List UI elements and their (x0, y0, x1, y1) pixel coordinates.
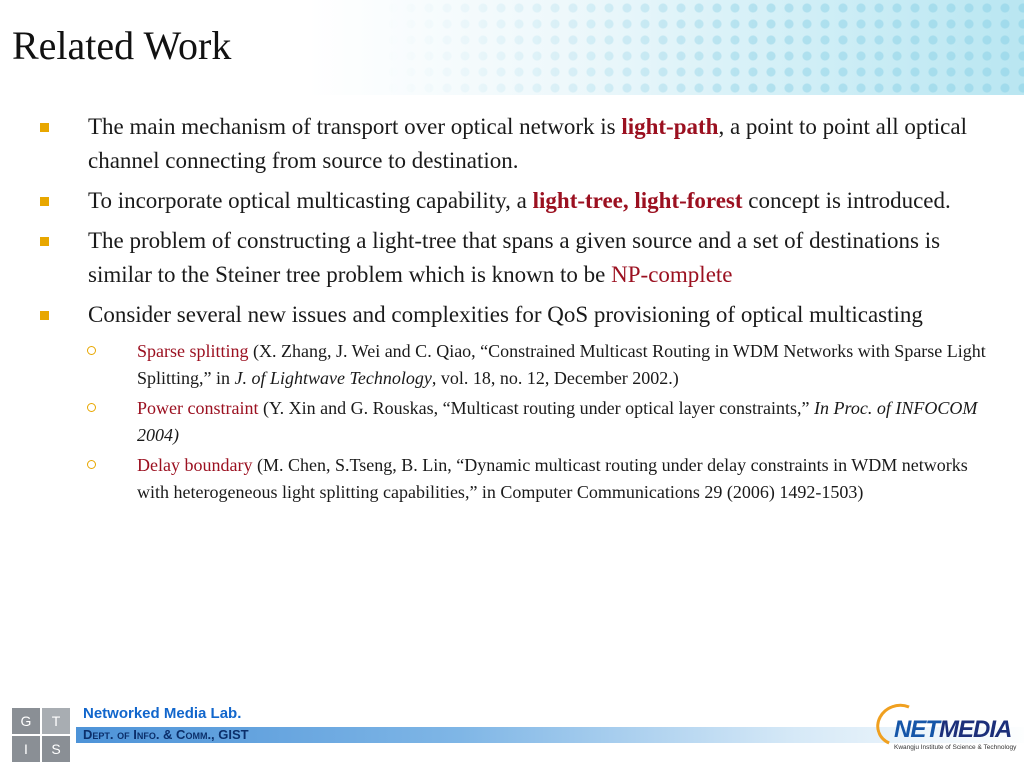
lab-name: Networked Media Lab. (83, 705, 242, 722)
netmedia-logo-text: NETMEDIA (894, 716, 1012, 743)
square-bullet-icon (40, 237, 49, 246)
bullet-item (0, 224, 1024, 292)
bullet-item (0, 184, 1024, 218)
square-bullet-icon (40, 197, 49, 206)
gist-logo-letter: T (42, 708, 70, 734)
ring-bullet-icon (87, 403, 96, 412)
square-bullet-icon (40, 123, 49, 132)
sub-bullet-text: Power constraint (Y. Xin and G. Rouskas, “Multicast routing under optical layer constraints,” In Proc. of INFOCOM 2004) (137, 398, 978, 445)
netmedia-logo-subtitle: Kwangju Institute of Science & Technology (894, 744, 1017, 751)
gist-logo-letter: I (12, 736, 40, 762)
sub-bullet-item (0, 395, 1024, 449)
gist-logo (12, 708, 72, 762)
gist-logo-letter: S (42, 736, 70, 762)
ring-bullet-icon (87, 460, 96, 469)
square-bullet-icon (40, 311, 49, 320)
slide-content (0, 110, 1024, 509)
slide-title: Related Work (12, 23, 232, 68)
bullet-text: The main mechanism of transport over optical network is light-path, a point to point all optical channel connecting from source to destination. (88, 114, 967, 173)
sub-bullet-text: Sparse splitting (X. Zhang, J. Wei and C. Qiao, “Constrained Multicast Routing in WDM Networks with Sparse Light Splitting,” in J. of Lightwave Technology, vol. 18, no. 12, December 2002.) (137, 341, 986, 388)
bullet-text: The problem of constructing a light-tree that spans a given source and a set of destinations is similar to the Steiner tree problem which is known to be NP-complete (88, 228, 941, 287)
dot-pattern-decoration (384, 0, 1024, 95)
netmedia-logo (876, 704, 1017, 760)
sub-bullet-item (0, 452, 1024, 506)
sub-bullet-text: Delay boundary (M. Chen, S.Tseng, B. Lin, “Dynamic multicast routing under delay constraints in WDM networks with heterogeneous light splitting capabilities,” in Computer Communications 29 (2006) 1492-1503) (137, 455, 968, 502)
bullet-text: To incorporate optical multicasting capability, a light-tree, light-forest concept is introduced. (88, 188, 951, 213)
bullet-item (0, 110, 1024, 178)
ring-bullet-icon (87, 346, 96, 355)
department-label: Dept. of Info. & Comm., GIST (83, 727, 249, 742)
bullet-text: Consider several new issues and complexities for QoS provisioning of optical multicasting (88, 302, 923, 327)
bullet-item (0, 298, 1024, 332)
sub-bullet-item (0, 338, 1024, 392)
gist-logo-letter: G (12, 708, 40, 734)
header-band (0, 0, 1024, 95)
